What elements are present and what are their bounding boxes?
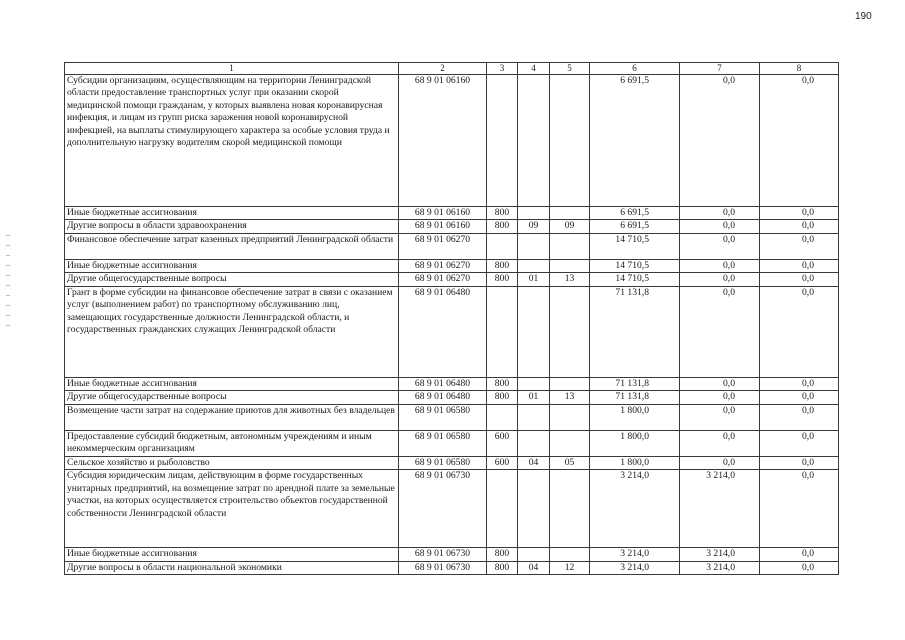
row-name-cell: Финансовое обеспечение затрат казенных предприятий Ленинградской области	[65, 233, 399, 259]
column-header: 4	[518, 63, 550, 75]
amount-col7-cell: 0,0	[680, 377, 760, 390]
expense-type-cell: 800	[487, 391, 518, 404]
amount-col7-cell: 3 214,0	[680, 470, 760, 548]
section-cell	[518, 377, 550, 390]
expense-type-cell: 600	[487, 430, 518, 456]
table-row	[65, 233, 839, 259]
target-code-cell: 68 9 01 06160	[399, 220, 487, 233]
amount-col7-cell: 0,0	[680, 273, 760, 286]
column-header: 6	[590, 63, 680, 75]
subsection-cell	[550, 233, 590, 259]
expense-type-cell	[487, 404, 518, 430]
subsection-cell	[550, 75, 590, 207]
table-row	[65, 391, 839, 404]
amount-col6-cell: 3 214,0	[590, 561, 680, 574]
section-cell	[518, 404, 550, 430]
row-name-cell: Другие общегосударственные вопросы	[65, 391, 399, 404]
target-code-cell: 68 9 01 06730	[399, 470, 487, 548]
target-code-cell: 68 9 01 06270	[399, 259, 487, 272]
subsection-cell	[550, 548, 590, 561]
expense-type-cell	[487, 75, 518, 207]
amount-col6-cell: 3 214,0	[590, 548, 680, 561]
amount-col8-cell: 0,0	[760, 259, 839, 272]
target-code-cell: 68 9 01 06480	[399, 391, 487, 404]
amount-col7-cell: 0,0	[680, 233, 760, 259]
row-name-cell: Другие вопросы в области национальной экономики	[65, 561, 399, 574]
target-code-cell: 68 9 01 06480	[399, 286, 487, 377]
budget-table	[64, 62, 839, 575]
target-code-cell: 68 9 01 06580	[399, 404, 487, 430]
section-cell: 04	[518, 456, 550, 469]
amount-col7-cell: 0,0	[680, 259, 760, 272]
amount-col6-cell: 6 691,5	[590, 220, 680, 233]
column-header: 1	[65, 63, 399, 75]
target-code-cell: 68 9 01 06730	[399, 561, 487, 574]
table-row	[65, 286, 839, 377]
amount-col6-cell: 71 131,8	[590, 377, 680, 390]
amount-col8-cell: 0,0	[760, 456, 839, 469]
amount-col6-cell: 14 710,5	[590, 259, 680, 272]
amount-col6-cell: 1 800,0	[590, 430, 680, 456]
expense-type-cell: 800	[487, 220, 518, 233]
subsection-cell: 13	[550, 391, 590, 404]
expense-type-cell: 800	[487, 548, 518, 561]
amount-col8-cell: 0,0	[760, 377, 839, 390]
table-row	[65, 430, 839, 456]
section-cell: 01	[518, 391, 550, 404]
row-name-cell: Другие общегосударственные вопросы	[65, 273, 399, 286]
amount-col8-cell: 0,0	[760, 404, 839, 430]
amount-col6-cell: 1 800,0	[590, 456, 680, 469]
expense-type-cell: 800	[487, 377, 518, 390]
margin-scan-marks	[6, 235, 14, 365]
row-name-cell: Субсидии организациям, осуществляющим на территории Ленинградской области предоставление транспортных услуг при оказании скорой медицинской помощи гражданам, у которых выявлена новая коронавирусная инфекция, и лицам из групп риска заражения новой коронавирусной инфекцией, на выплаты стимулирующего характера за особые условия труда и дополнительную нагрузку водителям скорой медицинской помощи	[65, 75, 399, 207]
amount-col6-cell: 14 710,5	[590, 273, 680, 286]
section-cell	[518, 75, 550, 207]
table-row	[65, 220, 839, 233]
target-code-cell: 68 9 01 06270	[399, 273, 487, 286]
table-row	[65, 273, 839, 286]
row-name-cell: Иные бюджетные ассигнования	[65, 377, 399, 390]
section-cell	[518, 470, 550, 548]
target-code-cell: 68 9 01 06480	[399, 377, 487, 390]
amount-col8-cell: 0,0	[760, 220, 839, 233]
row-name-cell: Предоставление субсидий бюджетным, автономным учреждениям и иным некоммерческим организациям	[65, 430, 399, 456]
table-row	[65, 470, 839, 548]
expense-type-cell: 600	[487, 456, 518, 469]
expense-type-cell: 800	[487, 561, 518, 574]
amount-col6-cell: 71 131,8	[590, 286, 680, 377]
row-name-cell: Иные бюджетные ассигнования	[65, 207, 399, 220]
amount-col6-cell: 14 710,5	[590, 233, 680, 259]
row-name-cell: Иные бюджетные ассигнования	[65, 259, 399, 272]
amount-col6-cell: 6 691,5	[590, 207, 680, 220]
expense-type-cell: 800	[487, 273, 518, 286]
expense-type-cell	[487, 470, 518, 548]
amount-col7-cell: 0,0	[680, 220, 760, 233]
amount-col7-cell: 0,0	[680, 404, 760, 430]
column-header: 8	[760, 63, 839, 75]
table-row	[65, 456, 839, 469]
amount-col8-cell: 0,0	[760, 470, 839, 548]
subsection-cell	[550, 404, 590, 430]
amount-col6-cell: 1 800,0	[590, 404, 680, 430]
table-row	[65, 377, 839, 390]
column-header: 7	[680, 63, 760, 75]
section-cell: 04	[518, 561, 550, 574]
row-name-cell: Субсидия юридическим лицам, действующим в форме государственных унитарных предприятий, на возмещение затрат по арендной плате за земельные участки, на которых осуществляется строительство объектов государственной собственности Ленинградской области	[65, 470, 399, 548]
amount-col7-cell: 0,0	[680, 391, 760, 404]
column-header: 2	[399, 63, 487, 75]
expense-type-cell	[487, 233, 518, 259]
subsection-cell	[550, 259, 590, 272]
table-row	[65, 259, 839, 272]
target-code-cell: 68 9 01 06160	[399, 207, 487, 220]
subsection-cell: 09	[550, 220, 590, 233]
target-code-cell: 68 9 01 06580	[399, 430, 487, 456]
row-name-cell: Иные бюджетные ассигнования	[65, 548, 399, 561]
table-body	[65, 75, 839, 575]
target-code-cell: 68 9 01 06270	[399, 233, 487, 259]
subsection-cell: 05	[550, 456, 590, 469]
column-header: 5	[550, 63, 590, 75]
amount-col8-cell: 0,0	[760, 430, 839, 456]
amount-col6-cell: 3 214,0	[590, 470, 680, 548]
subsection-cell	[550, 377, 590, 390]
amount-col8-cell: 0,0	[760, 286, 839, 377]
target-code-cell: 68 9 01 06730	[399, 548, 487, 561]
target-code-cell: 68 9 01 06160	[399, 75, 487, 207]
section-cell	[518, 548, 550, 561]
amount-col6-cell: 6 691,5	[590, 75, 680, 207]
table-row	[65, 75, 839, 207]
section-cell	[518, 430, 550, 456]
amount-col8-cell: 0,0	[760, 207, 839, 220]
amount-col7-cell: 0,0	[680, 430, 760, 456]
amount-col7-cell: 0,0	[680, 456, 760, 469]
amount-col8-cell: 0,0	[760, 548, 839, 561]
subsection-cell	[550, 470, 590, 548]
amount-col8-cell: 0,0	[760, 391, 839, 404]
amount-col7-cell: 3 214,0	[680, 561, 760, 574]
section-cell	[518, 259, 550, 272]
table-row	[65, 404, 839, 430]
table-row	[65, 561, 839, 574]
subsection-cell	[550, 430, 590, 456]
column-header: 3	[487, 63, 518, 75]
section-cell: 01	[518, 273, 550, 286]
section-cell	[518, 286, 550, 377]
amount-col8-cell: 0,0	[760, 273, 839, 286]
section-cell	[518, 207, 550, 220]
row-name-cell: Грант в форме субсидии на финансовое обеспечение затрат в связи с оказанием услуг (выполнением работ) по транспортному обслуживанию лиц, замещающих государственные должности Ленинградской области, и государственных гражданских служащих Ленинградской области	[65, 286, 399, 377]
amount-col7-cell: 3 214,0	[680, 548, 760, 561]
row-name-cell: Сельское хозяйство и рыболовство	[65, 456, 399, 469]
target-code-cell: 68 9 01 06580	[399, 456, 487, 469]
subsection-cell	[550, 286, 590, 377]
page-number: 190	[855, 11, 872, 22]
subsection-cell	[550, 207, 590, 220]
amount-col8-cell: 0,0	[760, 233, 839, 259]
amount-col7-cell: 0,0	[680, 207, 760, 220]
section-cell	[518, 233, 550, 259]
table-header-row	[65, 63, 839, 75]
amount-col8-cell: 0,0	[760, 75, 839, 207]
row-name-cell: Другие вопросы в области здравоохранения	[65, 220, 399, 233]
expense-type-cell: 800	[487, 207, 518, 220]
amount-col7-cell: 0,0	[680, 286, 760, 377]
table-row	[65, 548, 839, 561]
amount-col6-cell: 71 131,8	[590, 391, 680, 404]
table-row	[65, 207, 839, 220]
subsection-cell: 12	[550, 561, 590, 574]
row-name-cell: Возмещение части затрат на содержание приютов для животных без владельцев	[65, 404, 399, 430]
section-cell: 09	[518, 220, 550, 233]
expense-type-cell: 800	[487, 259, 518, 272]
subsection-cell: 13	[550, 273, 590, 286]
amount-col8-cell: 0,0	[760, 561, 839, 574]
amount-col7-cell: 0,0	[680, 75, 760, 207]
expense-type-cell	[487, 286, 518, 377]
